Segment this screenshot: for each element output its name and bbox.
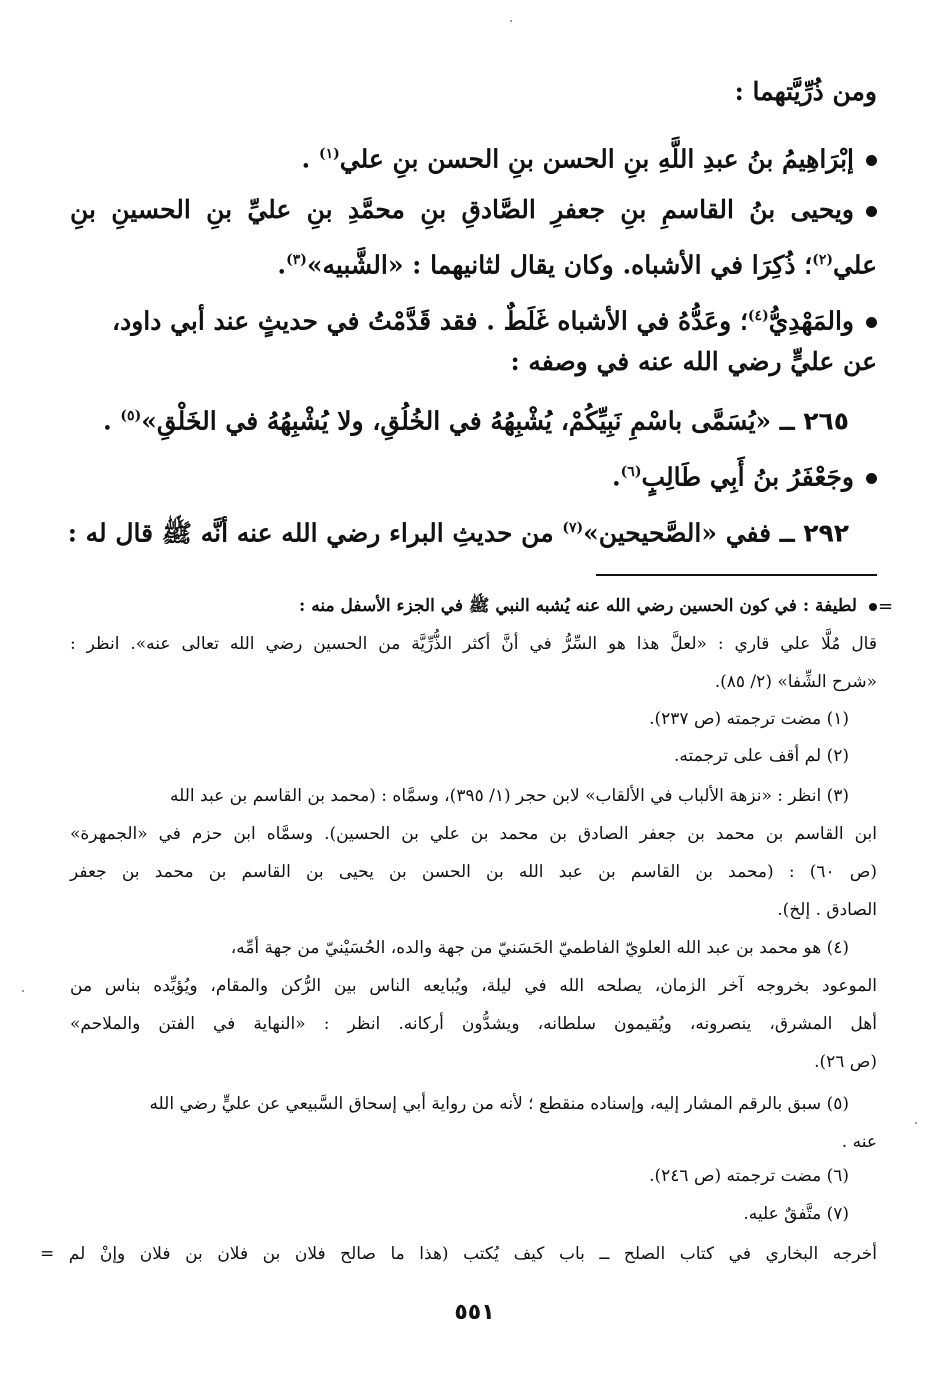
footnote-text: «شرح الشِّفا» (٢/ ٨٥). [714,672,877,692]
footnote-ref[interactable]: (١) [318,146,340,162]
footnote-latifa-l3 [70,668,877,696]
footnote-2 [70,742,849,770]
footnote-text: عنه . [841,1132,877,1152]
footnote-3-l2 [70,820,877,848]
footnote-text: ابن القاسم بن محمد بن جعفر الصادق بن محمد بن علي بن الحسين). وسمَّاه ابن حزم في «الجمهرة» [70,824,877,844]
item-text: عن عليٍّ رضي الله عنه في وصفه : [510,347,877,376]
footnote-text: (٦) مضت ترجمته (ص ٢٤٦). [649,1166,849,1186]
item-text: ويحيى بنُ القاسمِ بنِ جعفرِ الصَّادقِ بنِ محمَّدِ بنِ عليِّ بنِ الحسينِ بنِ [70,195,854,224]
item-text: ؛ ذُكِرَا في الأشباه. وكان يقال لثانيهما : «الشَّبيه» [306,250,813,280]
item-text: والمَهْدِيُّ [768,306,854,336]
footnote-5 [70,1090,849,1118]
footnote-ref[interactable]: (٣) [286,252,307,268]
heading-descendants [70,72,877,112]
item-text: وجَعْفَرُ بنُ أَبِي طَالِبٍ [641,462,854,492]
bullet-icon [866,317,877,328]
footnote-5-l2 [70,1128,877,1156]
bullet-icon [866,206,877,217]
footnote-text: الموعود بخروجه آخر الزمان، يصلحه الله في ليلة، ويُبايعه الناس بين الرُّكن والمقام، ويُؤيِّده بناس من [70,976,877,996]
footnote-text: قال مُلَّا علي قاري : «لعلَّ هذا هو السِّرُّ في أنَّ أكثر الذُّرِّيَّة من الحسين رضي الله تعالى عنه». انظر : [70,634,877,654]
hadith-text: ــ «يُسَمَّى باسْمِ نَبِيِّكُمْ، يُشْبِهُهُ في الخُلُقِ، ولا يُشْبِهُهُ في الخَلْقِ» [141,406,795,436]
list-item-mahdi-cont [70,342,877,382]
item-text: ؛ وعَدُّهُ في الأشباه غَلَطٌ . فقد قَدَّمْتُ في حديثٍ عند أبي داود، [112,306,748,336]
footnote-latifa [70,592,877,620]
footnote-divider [596,574,877,576]
footnote-text: (٤) هو محمد بن عبد الله العلويّ الفاطميّ الحَسَنيّ من جهة والده، الحُسَيْنيّ من جهة أمِّه، [230,938,849,958]
footnote-1 [70,705,849,733]
hadith-number: ٢٩٢ [803,518,849,548]
hadith-265 [70,396,849,441]
footnote-7-l2 [40,1240,877,1268]
list-item-yahya [70,190,877,230]
footnote-text: الصادق . إلخ). [777,900,877,920]
list-item-ibrahim [70,134,877,179]
list-item-yahya-cont [70,240,877,285]
footnote-text: (ص ٦٠) : (محمد بن القاسم بن عبد الله بن الحسن بن يحيى بن القاسم بن محمد بن جعفر [70,862,877,882]
punctuation: . [277,250,287,280]
bullet-icon [866,155,877,166]
bullet-icon [869,603,877,611]
hadith-text: من حديثِ البراء رضي الله عنه أنَّه ﷺ قال له : [67,518,554,548]
item-text: علي [832,250,877,280]
footnote-text: (ص ٢٦). [814,1052,877,1072]
list-item-mahdi [70,296,877,341]
footnote-text: (٥) سبق بالرقم المشار إليه، وإسناده منقطع ؛ لأنه من رواية أبي إسحاق السَّبيعي عن عليٍّ رضي الله [149,1094,849,1114]
scan-speck [22,990,24,992]
footnote-3-l4 [70,896,877,924]
footnote-text: (٣) انظر : «نزهة الألباب في الألقاب» لابن حجر (١/ ٣٩٥)، وسمَّاه : (محمد بن القاسم بن عبد الله [169,786,849,806]
footnote-text: أخرجه البخاري في كتاب الصلح ــ باب كيف يُكتب (هذا ما صالح فلان بن فلان بن فلان وإنْ لم = [40,1244,877,1264]
punctuation: . [301,144,311,174]
footnote-text: أهل المشرق، ينصرونه، ويُقيمون سلطانه، ويشدُّون أركانه. انظر : «النهاية في الفتن والملاحم» [70,1014,877,1034]
hadith-number: ٢٦٥ [803,406,849,436]
footnote-4-l2 [70,972,877,1000]
continuation-mark: = [878,596,894,617]
footnote-6 [70,1162,849,1190]
footnote-7 [70,1200,849,1228]
footnote-ref[interactable]: (٥) [120,408,142,424]
footnote-4-l4 [70,1048,877,1076]
page-number: ٥٥١ [454,1300,495,1325]
footnote-ref[interactable]: (٢) [812,252,833,268]
footnote-4 [70,934,849,962]
punctuation: . [611,462,621,492]
footnote-ref[interactable]: (٤) [747,308,769,324]
heading-text: ومن ذُرِّيَّتهما : [734,77,877,106]
item-text: إبْرَاهِيمُ بنُ عبدِ اللَّهِ بنِ الحسن بنِ الحسن بنِ علي [339,144,854,174]
footnote-latifa-l2 [70,630,877,658]
scan-speck [510,20,512,22]
hadith-text: ــ ففي «الصَّحيحين» [583,518,795,548]
footnote-text: (٧) متَّفقٌ عليه. [743,1204,849,1224]
punctuation: . [102,406,112,436]
hadith-292 [67,508,849,553]
footnote-3 [70,782,849,810]
footnote-text: (١) مضت ترجمته (ص ٢٣٧). [649,709,849,729]
footnote-text: لطيفة : في كون الحسين رضي الله عنه يُشبه النبي ﷺ في الجزء الأسفل منه : [299,596,857,616]
footnote-3-l3 [70,858,877,886]
bullet-icon [866,473,877,484]
list-item-jafar [70,452,877,497]
footnote-text: (٢) لم أقف على ترجمته. [673,746,849,766]
scan-speck [915,1122,917,1124]
footnote-ref[interactable]: (٧) [562,520,584,536]
footnote-ref[interactable]: (٦) [620,464,642,480]
footnote-4-l3 [70,1010,877,1038]
